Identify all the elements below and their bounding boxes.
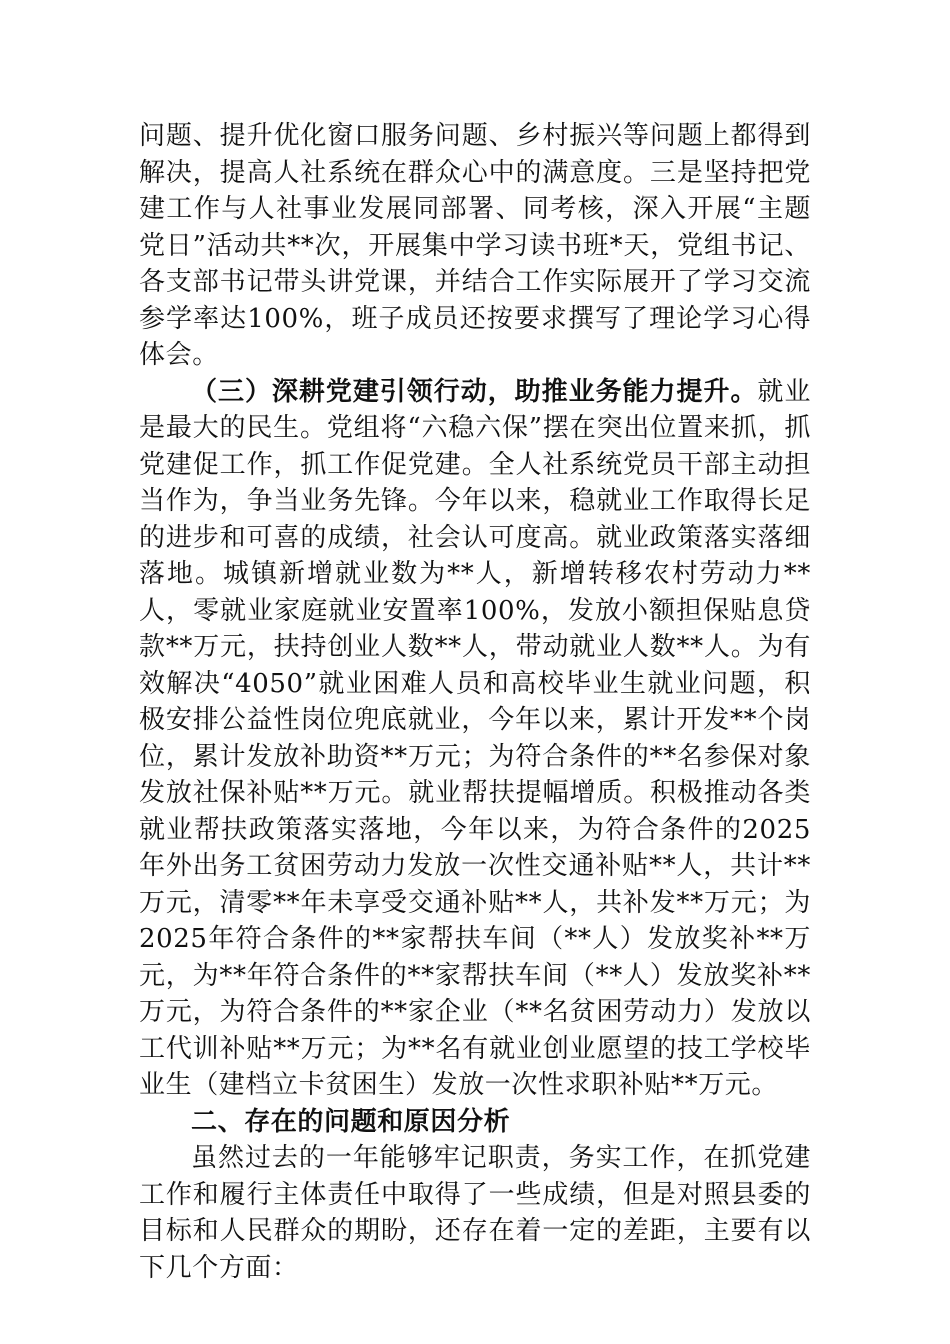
section-2-title: 二、存在的问题和原因分析 <box>191 1106 511 1137</box>
paragraph-continuation: 问题、提升优化窗口服务问题、乡村振兴等问题上都得到解决，提高人社系统在群众心中的满意度。三是坚持把党建工作与人社事业发展同部署、同考核，深入开展“主题党日”活动共**次，开展集中学习读书班*天，党组书记、各支部书记带头讲党课，并结合工作实际展开了学习交流参学率达100%，班子成员还按要求撰写了理论学习心得体会。 <box>139 121 811 370</box>
section-2-body: 虽然过去的一年能够牢记职责，务实工作，在抓党建工作和履行主体责任中取得了一些成绩，但是对照县委的目标和人民群众的期盼，还存在着一定的差距，主要有以下几个方面： <box>139 1143 811 1283</box>
section-3-body: 就业是最大的民生。党组将“六稳六保”摆在突出位置来抓，抓党建促工作，抓工作促党建。全人社系统党员干部主动担当作为，争当业务先锋。今年以来，稳就业工作取得长足的进步和可喜的成绩，社会认可度高。就业政策落实落细落地。城镇新增就业数为**人，新增转移农村劳动力**人，零就业家庭就业安置率100%，发放小额担保贴息贷款**万元，扶持创业人数**人，带动就业人数**人。为有效解决“4050”就业困难人员和高校毕业生就业问题，积极安排公益性岗位兜底就业，今年以来，累计开发**个岗位，累计发放补助资**万元；为符合条件的**名参保对象发放社保补贴**万元。就业帮扶提幅增质。积极推动各类就业帮扶政策落实落地，今年以来，为符合条件的2025年外出务工贫困劳动力发放一次性交通补贴**人，共计**万元，清零**年未享受交通补贴**人，共补发**万元；为2025年符合条件的**家帮扶车间（**人）发放奖补**万元，为**年符合条件的**家帮扶车间（**人）发放奖补**万元，为符合条件的**家企业（**名贫困劳动力）发放以工代训补贴**万元；为**名有就业创业愿望的技工学校毕业生（建档立卡贫困生）发放一次性求职补贴**万元。 <box>139 376 811 1100</box>
section-3-paragraph <box>139 374 811 1104</box>
document-body <box>139 118 811 1286</box>
section-3-heading: （三）深耕党建引领行动，助推业务能力提升。 <box>191 376 758 407</box>
